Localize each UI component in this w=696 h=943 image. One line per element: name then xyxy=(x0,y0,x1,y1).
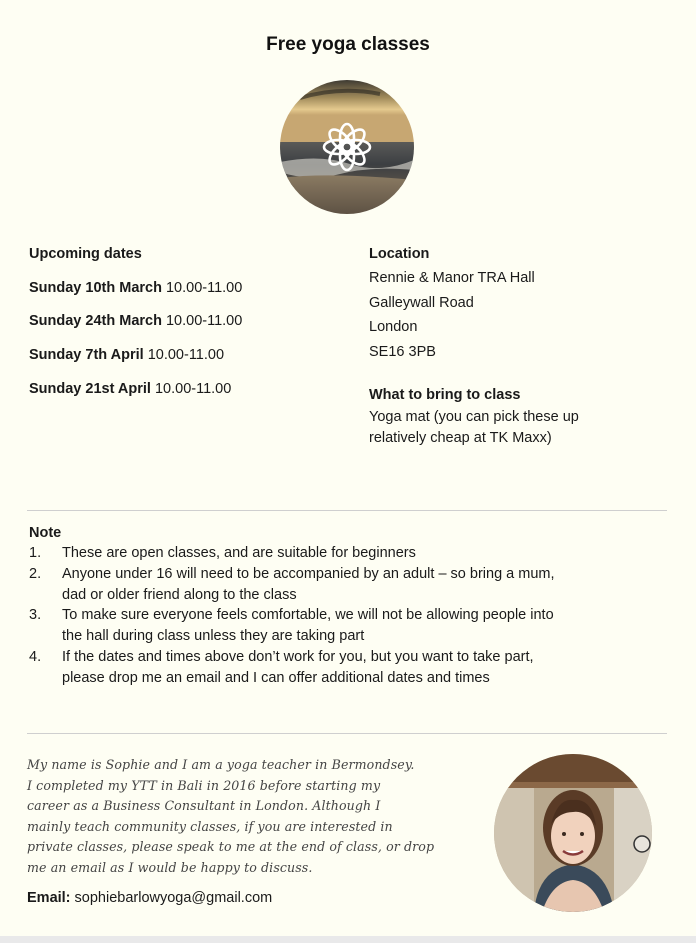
bio-line: private classes, please speak to me at the end of class, or drop xyxy=(27,839,435,854)
date-time: 10.00-11.00 xyxy=(165,280,243,296)
list-text: These are open classes, and are suitable for beginners xyxy=(62,545,416,561)
bring-heading: What to bring to class xyxy=(369,387,521,403)
date-row xyxy=(29,280,349,296)
list-text: the hall during class unless they are taking part xyxy=(62,628,365,645)
list-number: 1. xyxy=(29,545,42,561)
bring-line: relatively cheap at TK Maxx) xyxy=(369,430,552,446)
hero-image xyxy=(280,80,414,214)
location-line: Rennie & Manor TRA Hall xyxy=(369,270,535,286)
date-row xyxy=(29,381,349,397)
email-link[interactable]: sophiebarlowyoga@gmail.com xyxy=(74,890,273,906)
list-item xyxy=(29,647,649,689)
list-item xyxy=(29,564,649,606)
section-divider xyxy=(27,510,667,511)
location-section xyxy=(369,246,669,449)
bottom-bar xyxy=(0,936,696,943)
location-line: Galleywall Road xyxy=(369,294,474,311)
date-day: Sunday 7th April xyxy=(29,347,144,363)
date-row xyxy=(29,313,349,329)
list-text: Anyone under 16 will need to be accompanied by an adult – so bring a mum, xyxy=(62,565,555,582)
date-day: Sunday 21st April xyxy=(29,381,151,397)
date-time: 10.00-11.00 xyxy=(147,347,225,363)
bio-line: I completed my YTT in Bali in 2016 before starting my xyxy=(27,777,381,793)
date-row xyxy=(29,347,349,363)
date-day: Sunday 24th March xyxy=(29,313,162,329)
page-title: Free yoga classes xyxy=(266,34,430,55)
list-number: 2. xyxy=(29,565,42,582)
note-section xyxy=(29,525,649,689)
email-label: Email: xyxy=(27,890,71,906)
bio-line: me an email as I would be happy to discuss. xyxy=(27,859,313,875)
list-text: please drop me an email and I can offer additional dates and times xyxy=(62,669,490,686)
note-list xyxy=(29,543,649,689)
list-text: If the dates and times above don’t work for you, but you want to take part, xyxy=(62,648,534,665)
list-text: To make sure everyone feels comfortable, we will not be allowing people into xyxy=(62,607,554,624)
location-heading: Location xyxy=(369,246,430,262)
bring-line: Yoga mat (you can pick these up xyxy=(369,409,579,425)
date-time: 10.00-11.00 xyxy=(154,381,232,397)
location-line: London xyxy=(369,319,418,335)
portrait-photo xyxy=(494,754,652,912)
upcoming-dates-heading: Upcoming dates xyxy=(29,246,142,262)
bio-text xyxy=(27,755,472,878)
date-time: 10.00-11.00 xyxy=(165,313,243,329)
note-heading: Note xyxy=(29,525,62,541)
list-item xyxy=(29,543,649,564)
bio-line: My name is Sophie and I am a yoga teacher in Bermondsey. xyxy=(27,757,415,772)
bio-line: mainly teach community classes, if you are interested in xyxy=(27,818,393,834)
location-line: SE16 3PB xyxy=(369,343,436,360)
date-day: Sunday 10th March xyxy=(29,280,162,296)
section-divider xyxy=(27,733,667,734)
list-text: dad or older friend along to the class xyxy=(62,586,297,603)
list-number: 4. xyxy=(29,648,42,665)
email-row xyxy=(27,890,272,906)
bio-line: career as a Business Consultant in London. Although I xyxy=(27,798,381,813)
upcoming-dates-section xyxy=(29,246,349,397)
list-item xyxy=(29,605,649,647)
list-number: 3. xyxy=(29,607,42,624)
